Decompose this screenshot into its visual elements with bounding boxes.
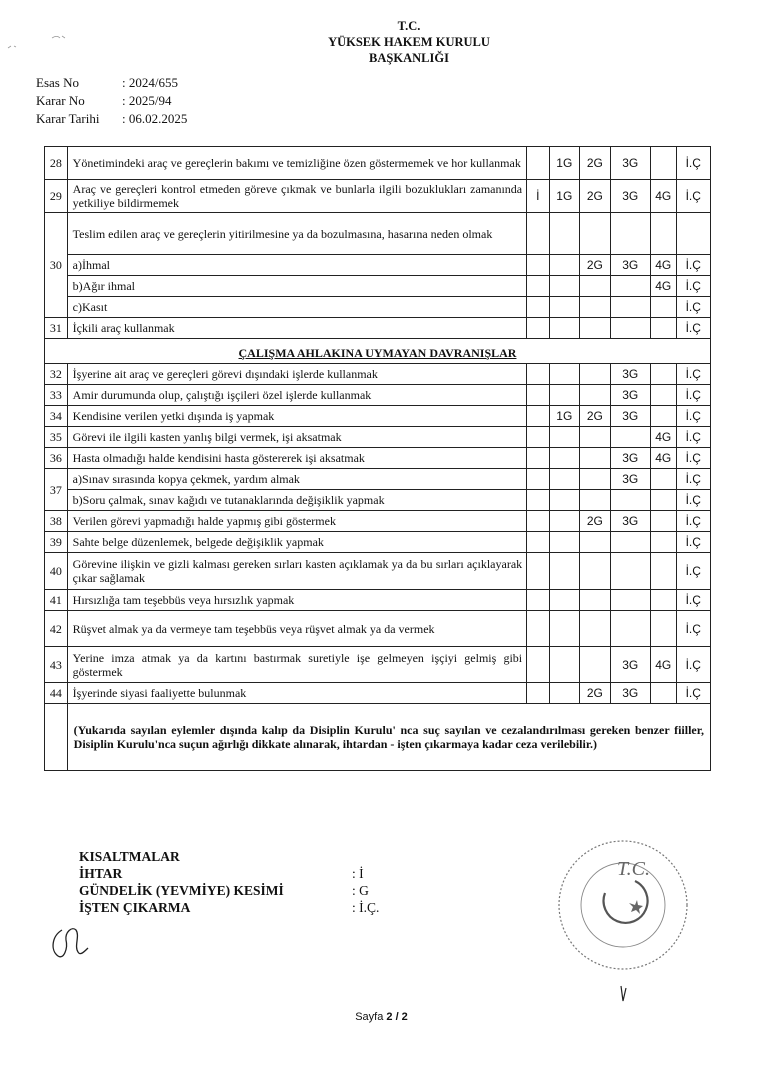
penalty-cell: 2G: [580, 511, 611, 532]
penalty-cell: [610, 490, 650, 511]
row-description: Yönetimindeki araç ve gereçlerin bakımı ve temizliğine özen göstermemek ve hor kullanmak: [67, 147, 526, 180]
penalty-cell: 4G: [650, 448, 676, 469]
penalty-cell: İ.Ç: [676, 385, 710, 406]
penalty-cell: İ.Ç: [676, 590, 710, 611]
penalty-cell: [610, 427, 650, 448]
penalty-cell: İ.Ç: [676, 297, 710, 318]
penalty-cell: [549, 448, 580, 469]
penalty-cell: [610, 318, 650, 339]
row-number: 36: [45, 448, 68, 469]
penalty-cell: [549, 611, 580, 647]
penalty-cell: [549, 647, 580, 683]
row-description: Hasta olmadığı halde kendisini hasta göstererek işi aksatmak: [67, 448, 526, 469]
section-row: [45, 339, 711, 364]
penalty-cell: [650, 511, 676, 532]
penalty-cell: [527, 364, 549, 385]
row-description: a)Sınav sırasında kopya çekmek, yardım almak: [67, 469, 526, 490]
row-number: 33: [45, 385, 68, 406]
row-number: 43: [45, 647, 68, 683]
penalty-cell: [580, 590, 611, 611]
abbreviation-term: İHTAR: [79, 866, 123, 881]
penalty-cell: [580, 532, 611, 553]
penalty-cell: 3G: [610, 511, 650, 532]
meta-row-karar: [36, 92, 187, 110]
penalty-cell: [650, 611, 676, 647]
row-description: Görevi ile ilgili kasten yanlış bilgi vermek, işi aksatmak: [67, 427, 526, 448]
table-row: [45, 385, 711, 406]
penalty-cell: 3G: [610, 364, 650, 385]
table-row: [45, 469, 711, 490]
seal-center-text: T.C.: [617, 858, 650, 880]
penalty-cell: 4G: [650, 255, 676, 276]
penalty-cell: İ.Ç: [676, 532, 710, 553]
scribble-mark: [4, 30, 74, 54]
section-title: ÇALIŞMA AHLAKINA UYMAYAN DAVRANIŞLAR: [45, 339, 711, 364]
penalty-cell: [580, 364, 611, 385]
abbreviation-term: GÜNDELİK (YEVMİYE) KESİMİ: [79, 883, 284, 898]
note-row: [45, 704, 711, 771]
penalty-cell: 2G: [580, 683, 611, 704]
penalty-cell: İ.Ç: [676, 427, 710, 448]
penalty-cell: 3G: [610, 448, 650, 469]
row-number: 32: [45, 364, 68, 385]
penalty-cell: [549, 364, 580, 385]
table-row: [45, 647, 711, 683]
penalty-cell: [580, 385, 611, 406]
row-description: c)Kasıt: [67, 297, 526, 318]
row-description: İçkili araç kullanmak: [67, 318, 526, 339]
penalty-cell: [527, 318, 549, 339]
penalty-cell: [650, 406, 676, 427]
handwritten-initial: [44, 922, 94, 964]
abbreviation-row: [79, 899, 379, 916]
penalty-cell: [580, 490, 611, 511]
penalty-cell: İ.Ç: [676, 406, 710, 427]
penalty-cell: [610, 590, 650, 611]
penalty-cell: [580, 318, 611, 339]
table-row: [45, 490, 711, 511]
penalty-cell: İ.Ç: [676, 611, 710, 647]
penalty-cell: [549, 276, 580, 297]
penalty-cell: [650, 364, 676, 385]
meta-label: Esas No: [36, 75, 79, 90]
penalty-cell: [580, 427, 611, 448]
penalty-cell: İ.Ç: [676, 180, 710, 213]
table-row: [45, 318, 711, 339]
row-description: b)Ağır ihmal: [67, 276, 526, 297]
row-description: Hırsızlığa tam teşebbüs veya hırsızlık yapmak: [67, 590, 526, 611]
header-presidency: BAŞKANLIĞI: [369, 51, 449, 65]
penalty-cell: 1G: [549, 180, 580, 213]
meta-value: : 2024/655: [122, 75, 178, 90]
penalty-cell: [549, 297, 580, 318]
abbreviation-code: : G: [352, 883, 369, 898]
table-row: [45, 213, 711, 255]
penalty-cell: 4G: [650, 647, 676, 683]
row-description: Verilen görevi yapmadığı halde yapmış gibi göstermek: [67, 511, 526, 532]
penalty-cell: 3G: [610, 406, 650, 427]
meta-label: Karar Tarihi: [36, 111, 100, 126]
note-number-cell: [45, 704, 68, 771]
penalty-cell: İ.Ç: [676, 276, 710, 297]
row-number: 41: [45, 590, 68, 611]
penalty-cell: [610, 297, 650, 318]
page-footer: [0, 1011, 763, 1023]
meta-row-esas: [36, 74, 187, 92]
penalty-cell: 1G: [549, 406, 580, 427]
table-row: [45, 611, 711, 647]
table-row: [45, 553, 711, 590]
row-description: Görevine ilişkin ve gizli kalması gereken sırları kasten açıklamak ya da bu sırları açıklayarak çıkar sağlamak: [67, 553, 526, 590]
penalty-cell: [580, 647, 611, 683]
case-meta: [36, 74, 187, 128]
penalty-cell: [527, 427, 549, 448]
penalty-cell: [610, 213, 650, 255]
penalty-cell: [549, 385, 580, 406]
penalty-cell: 4G: [650, 180, 676, 213]
penalty-cell: [650, 490, 676, 511]
document-header: [0, 18, 763, 66]
table-row: [45, 683, 711, 704]
penalty-cell: [580, 297, 611, 318]
penalty-cell: [549, 553, 580, 590]
penalty-cell: [527, 590, 549, 611]
penalty-cell: [527, 147, 549, 180]
penalty-cell: [549, 469, 580, 490]
row-description: Araç ve gereçleri kontrol etmeden göreve çıkmak ve bunlarla ilgili bozuklukları zamanında yetkiliye bildirmemek: [67, 180, 526, 213]
header-tc: T.C.: [397, 19, 421, 33]
row-description: a)İhmal: [67, 255, 526, 276]
row-description: Sahte belge düzenlemek, belgede değişiklik yapmak: [67, 532, 526, 553]
meta-row-date: [36, 110, 187, 128]
penalty-cell: 3G: [610, 147, 650, 180]
penalty-cell: İ.Ç: [676, 255, 710, 276]
row-description: Rüşvet almak ya da vermeye tam teşebbüs veya rüşvet almak ya da vermek: [67, 611, 526, 647]
table-row: [45, 255, 711, 276]
row-number: 30: [45, 213, 68, 318]
penalty-cell: [549, 683, 580, 704]
table-row: [45, 180, 711, 213]
row-number: 40: [45, 553, 68, 590]
row-number: 38: [45, 511, 68, 532]
abbreviation-row: [79, 865, 379, 882]
meta-value: : 06.02.2025: [122, 111, 188, 126]
row-description: b)Soru çalmak, sınav kağıdı ve tutanaklarında değişiklik yapmak: [67, 490, 526, 511]
row-description: Amir durumunda olup, çalıştığı işçileri özel işlerde kullanmak: [67, 385, 526, 406]
penalty-cell: 4G: [650, 276, 676, 297]
table-row: [45, 427, 711, 448]
penalty-cell: [549, 532, 580, 553]
abbreviations: [79, 848, 379, 916]
penalty-cell: İ.Ç: [676, 147, 710, 180]
header-institution: YÜKSEK HAKEM KURULU: [328, 35, 490, 49]
penalty-cell: [527, 276, 549, 297]
penalty-cell: 3G: [610, 180, 650, 213]
row-number: 44: [45, 683, 68, 704]
penalty-cell: [527, 553, 549, 590]
penalty-cell: 4G: [650, 427, 676, 448]
penalty-cell: İ.Ç: [676, 647, 710, 683]
penalty-cell: [580, 611, 611, 647]
penalty-cell: [580, 276, 611, 297]
penalty-cell: [527, 469, 549, 490]
penalty-cell: [650, 213, 676, 255]
penalty-cell: [610, 611, 650, 647]
penalty-cell: [610, 553, 650, 590]
penalty-cell: [549, 590, 580, 611]
penalty-cell: İ.Ç: [676, 683, 710, 704]
penalty-cell: [527, 511, 549, 532]
penalty-cell: [527, 255, 549, 276]
penalty-cell: 2G: [580, 406, 611, 427]
penalty-cell: [549, 213, 580, 255]
penalty-cell: [650, 147, 676, 180]
penalty-cell: [650, 318, 676, 339]
row-number: 28: [45, 147, 68, 180]
penalty-cell: [580, 553, 611, 590]
page-label: Sayfa: [355, 1011, 387, 1023]
penalty-cell: 2G: [580, 255, 611, 276]
row-description: Kendisine verilen yetki dışında iş yapmak: [67, 406, 526, 427]
penalty-cell: İ.Ç: [676, 511, 710, 532]
penalty-cell: [650, 469, 676, 490]
penalty-cell: İ.Ç: [676, 490, 710, 511]
penalty-cell: [527, 297, 549, 318]
row-number: 35: [45, 427, 68, 448]
table-row: [45, 147, 711, 180]
penalty-cell: 2G: [580, 180, 611, 213]
penalty-cell: 3G: [610, 469, 650, 490]
penalty-cell: [527, 647, 549, 683]
penalty-cell: [549, 318, 580, 339]
row-description: Yerine imza atmak ya da kartını bastırmak suretiyle işe gelmeyen işçiyi gelmiş gibi göstermek: [67, 647, 526, 683]
penalty-cell: [650, 553, 676, 590]
row-number: 34: [45, 406, 68, 427]
signature-mark: [618, 984, 630, 1004]
penalty-cell: [580, 213, 611, 255]
penalty-cell: [650, 683, 676, 704]
penalty-cell: [527, 611, 549, 647]
penalty-cell: [650, 385, 676, 406]
row-number: 31: [45, 318, 68, 339]
abbreviation-code: : İ.Ç.: [352, 900, 380, 915]
row-number: 42: [45, 611, 68, 647]
penalty-cell: İ.Ç: [676, 448, 710, 469]
row-number: 29: [45, 180, 68, 213]
table-row: [45, 297, 711, 318]
penalty-cell: [549, 255, 580, 276]
penalty-cell: [527, 406, 549, 427]
penalty-cell: [527, 683, 549, 704]
penalty-cell: 3G: [610, 683, 650, 704]
penalty-cell: [549, 511, 580, 532]
penalty-cell: [580, 448, 611, 469]
penalty-cell: [527, 385, 549, 406]
penalty-cell: 3G: [610, 255, 650, 276]
penalty-cell: [549, 490, 580, 511]
penalty-cell: [527, 532, 549, 553]
table-row: [45, 406, 711, 427]
row-number: 39: [45, 532, 68, 553]
penalty-cell: 3G: [610, 647, 650, 683]
penalty-cell: 3G: [610, 385, 650, 406]
penalty-cell: [527, 448, 549, 469]
meta-label: Karar No: [36, 93, 85, 108]
table-row: [45, 511, 711, 532]
penalty-table: [44, 146, 711, 771]
row-description: İşyerinde siyasi faaliyette bulunmak: [67, 683, 526, 704]
penalty-cell: [527, 213, 549, 255]
penalty-cell: İ.Ç: [676, 364, 710, 385]
table-row: [45, 276, 711, 297]
table-row: [45, 590, 711, 611]
row-description: İşyerine ait araç ve gereçleri görevi dışındaki işlerde kullanmak: [67, 364, 526, 385]
penalty-cell: İ.Ç: [676, 469, 710, 490]
penalty-cell: [580, 469, 611, 490]
row-number: 37: [45, 469, 68, 511]
table-row: [45, 532, 711, 553]
penalty-cell: 1G: [549, 147, 580, 180]
penalty-cell: [650, 590, 676, 611]
penalty-cell: İ.Ç: [676, 318, 710, 339]
penalty-cell: [610, 532, 650, 553]
table-row: [45, 364, 711, 385]
penalty-cell: 2G: [580, 147, 611, 180]
penalty-cell: [610, 276, 650, 297]
official-seal: [553, 835, 693, 975]
page-number: 2 / 2: [386, 1011, 408, 1023]
penalty-cell: [650, 532, 676, 553]
table-note: (Yukarıda sayılan eylemler dışında kalıp da Disiplin Kurulu' nca suç sayılan ve cezalandırılması gereken benzer fiiller, Disiplin Kurulu'nca suçun ağırlığı dikkate alınarak, ihtardan - işten çıkarmaya kadar ceza verilebilir.): [67, 704, 710, 771]
abbreviation-code: : İ: [352, 866, 364, 881]
penalty-cell: [527, 490, 549, 511]
abbreviation-row: [79, 882, 379, 899]
penalty-cell: [549, 427, 580, 448]
row-description: Teslim edilen araç ve gereçlerin yitirilmesine ya da bozulmasına, hasarına neden olmak: [67, 213, 526, 255]
penalty-cell: [676, 213, 710, 255]
penalty-cell: İ: [527, 180, 549, 213]
meta-value: : 2025/94: [122, 93, 172, 108]
table-row: [45, 448, 711, 469]
abbreviation-term: İŞTEN ÇIKARMA: [79, 900, 191, 915]
abbreviations-title: KISALTMALAR: [79, 849, 180, 864]
penalty-cell: İ.Ç: [676, 553, 710, 590]
penalty-cell: [650, 297, 676, 318]
